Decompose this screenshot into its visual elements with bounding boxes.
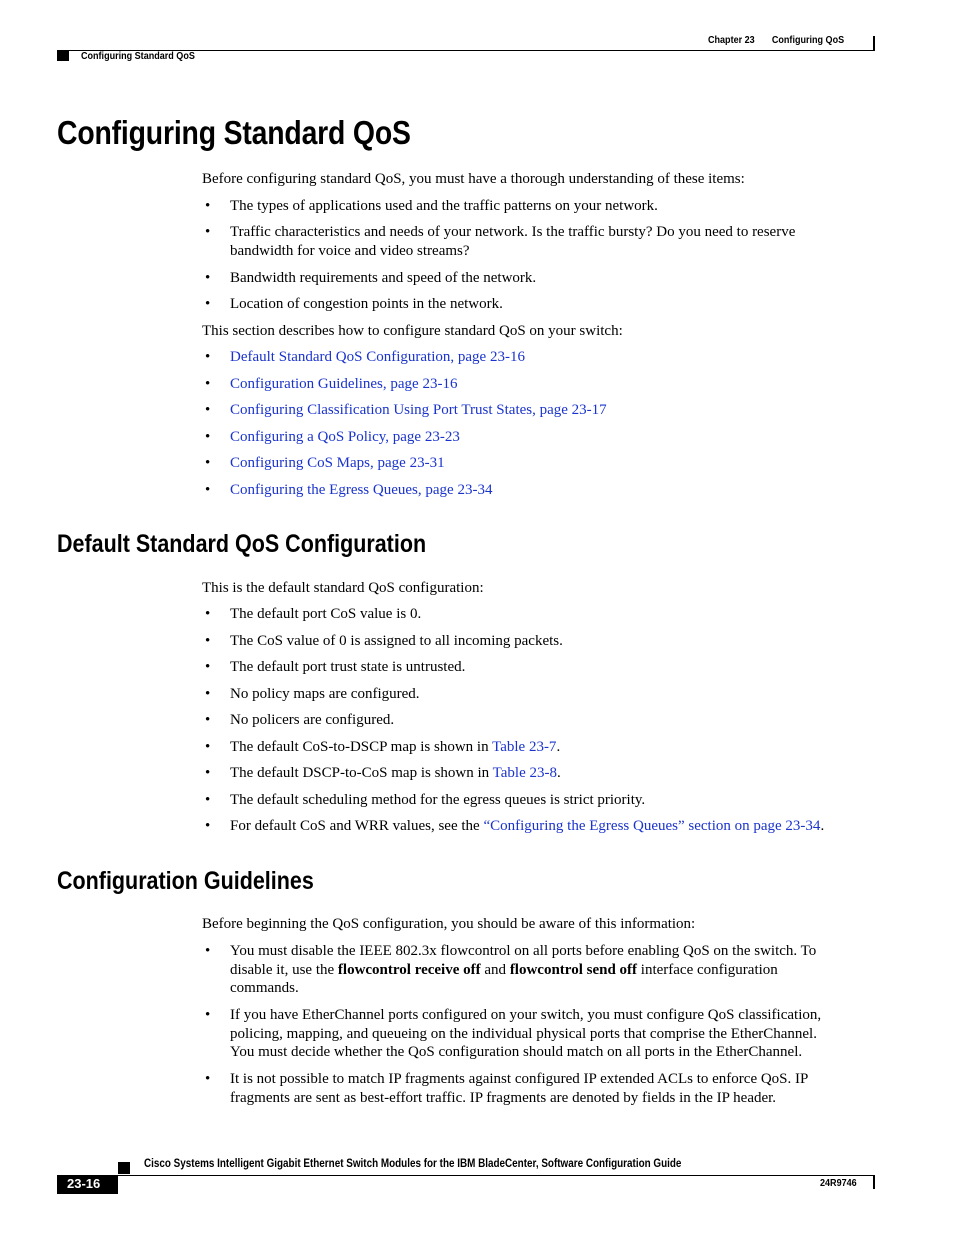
toc-link-classification[interactable]: Configuring Classification Using Port Trust States, page 23-17 [230,402,607,418]
header-chapter [708,34,844,46]
toc-link-qos-policy[interactable]: Configuring a QoS Policy, page 23-23 [230,429,460,445]
command-flowcontrol-send-off: flowcontrol send off [509,962,638,978]
footer-marker [118,1162,130,1174]
toc-link-default-config[interactable]: Default Standard QoS Configuration, page 23-16 [230,349,525,365]
header-bar [873,36,875,50]
default-config-intro: This is the default standard QoS configuration: [202,580,484,596]
table-link-23-8[interactable]: Table 23-8 [492,765,557,781]
toc-link-guidelines[interactable]: Configuration Guidelines, page 23-16 [230,376,458,392]
footer-doc-number: 24R9746 [820,1177,857,1189]
section-description: This section describes how to configure standard QoS on your switch: [202,323,623,339]
page-number: 23-16 [67,1176,101,1191]
footer-bar [873,1176,875,1189]
section-heading-guidelines: Configuration Guidelines [57,867,314,895]
header-section: Configuring Standard QoS [81,50,195,62]
header-marker [57,51,69,61]
table-link-23-7[interactable]: Table 23-7 [492,739,557,755]
footer-book-title: Cisco Systems Intelligent Gigabit Ethernet Switch Modules for the IBM BladeCenter, Software Configuration Guide [144,1158,682,1170]
footer-rule [57,1175,875,1176]
guidelines-intro: Before beginning the QoS configuration, you should be aware of this information: [202,916,696,932]
egress-queues-section-link[interactable]: “Configuring the Egress Queues” section on page 23-34 [483,818,821,834]
toc-link-egress-queues[interactable]: Configuring the Egress Queues, page 23-34 [230,482,493,498]
command-flowcontrol-receive-off: flowcontrol receive off [337,962,481,978]
toc-link-cos-maps[interactable]: Configuring CoS Maps, page 23-31 [230,455,445,471]
section-heading-default-config: Default Standard QoS Configuration [57,530,427,558]
chapter-title: Configuring QoS [771,34,845,46]
chapter-number: Chapter 23 [708,34,755,46]
page-number-badge [57,1175,118,1194]
intro-paragraph: Before configuring standard QoS, you must have a thorough understanding of these items: [202,171,745,187]
page-title: Configuring Standard QoS [57,114,411,151]
